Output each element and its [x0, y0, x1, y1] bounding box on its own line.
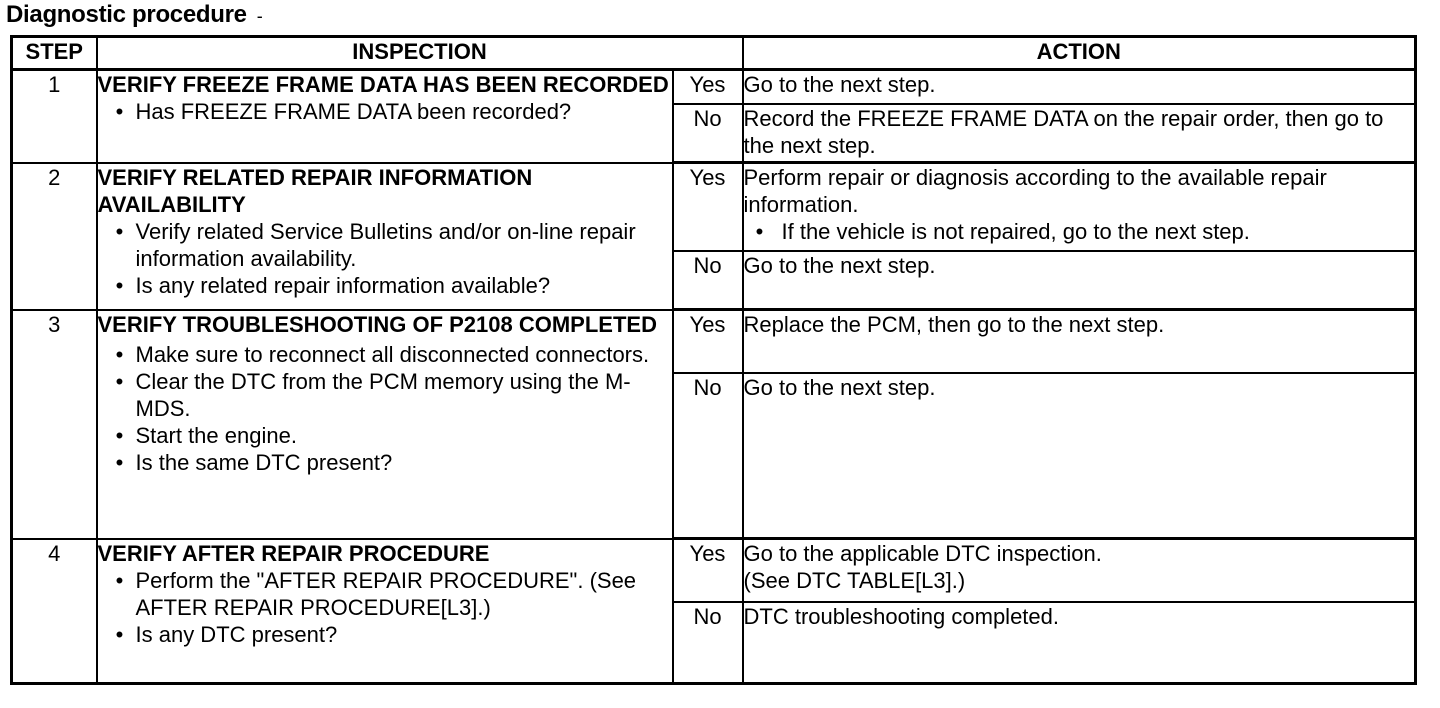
- bullet-icon: •: [115, 368, 124, 394]
- step-number: 1: [12, 70, 97, 163]
- bullet-icon: •: [115, 449, 124, 475]
- header-step: STEP: [12, 37, 97, 70]
- page-title-text: Diagnostic procedure: [6, 1, 247, 28]
- header-action: ACTION: [743, 37, 1416, 70]
- step-number: 3: [12, 310, 97, 539]
- diagnostic-table: [10, 35, 1417, 685]
- yes-action-line-2: (See DTC TABLE[L3].): [743, 568, 966, 593]
- yes-action: Go to the next step.: [743, 70, 1416, 104]
- bullet-item: [98, 368, 672, 422]
- bullet-text: Clear the DTC from the PCM memory using the M-MDS.: [135, 368, 631, 421]
- inspection-bullets: [98, 218, 672, 299]
- bullet-text: Make sure to reconnect all disconnected connectors.: [135, 341, 650, 367]
- bullet-icon: •: [115, 567, 124, 593]
- bullet-item: [98, 449, 672, 476]
- no-action: Go to the next step.: [743, 373, 1416, 539]
- header-inspection: INSPECTION: [97, 37, 743, 70]
- inspection-cell-step-2: [97, 163, 673, 310]
- yes-label: Yes: [673, 539, 743, 602]
- yes-action-cell: [743, 163, 1416, 251]
- bullet-text: Start the engine.: [135, 422, 297, 448]
- yes-label: Yes: [673, 163, 743, 251]
- inspection-bullets: [98, 567, 672, 648]
- bullet-item: [98, 621, 672, 648]
- yes-action: Perform repair or diagnosis according to the available repair information.: [743, 165, 1327, 217]
- yes-action-cell: [743, 539, 1416, 602]
- no-action: Go to the next step.: [743, 251, 1416, 310]
- yes-action: Replace the PCM, then go to the next step.: [743, 310, 1416, 373]
- bullet-item: [98, 98, 672, 125]
- bullet-icon: •: [115, 621, 124, 647]
- yes-label: Yes: [673, 310, 743, 373]
- inspection-heading: VERIFY RELATED REPAIR INFORMATION AVAILABILITY: [97, 164, 533, 217]
- inspection-heading: VERIFY TROUBLESHOOTING OF P2108 COMPLETED: [97, 311, 657, 337]
- bullet-item: [98, 272, 672, 299]
- bullet-text: Perform the "AFTER REPAIR PROCEDURE". (See AFTER REPAIR PROCEDURE[L3].): [135, 567, 637, 620]
- title-mark: -: [256, 6, 263, 26]
- bullet-item: [744, 218, 1415, 245]
- no-label: No: [673, 373, 743, 539]
- inspection-heading: VERIFY AFTER REPAIR PROCEDURE: [97, 540, 490, 566]
- inspection-cell-step-1: [97, 70, 673, 163]
- no-action: Record the FREEZE FRAME DATA on the repair order, then go to the next step.: [743, 104, 1416, 163]
- no-label: No: [673, 251, 743, 310]
- bullet-icon: •: [115, 422, 124, 448]
- bullet-item: [98, 422, 672, 449]
- inspection-cell-step-3: [97, 310, 673, 539]
- no-label: No: [673, 104, 743, 163]
- page-title: [6, 0, 262, 30]
- bullet-icon: •: [755, 219, 764, 244]
- step-number: 4: [12, 539, 97, 684]
- bullet-text: Has FREEZE FRAME DATA been recorded?: [135, 99, 572, 124]
- bullet-icon: •: [115, 341, 124, 367]
- bullet-icon: •: [115, 272, 124, 298]
- table-row-step-3-yes: [12, 310, 1416, 373]
- bullet-icon: •: [115, 99, 124, 124]
- inspection-bullets: [98, 341, 672, 476]
- bullet-icon: •: [115, 218, 124, 244]
- bullet-item: [98, 567, 672, 621]
- bullet-text: Is any related repair information available?: [135, 272, 551, 298]
- bullet-text: If the vehicle is not repaired, go to the next step.: [781, 219, 1250, 244]
- step-number: 2: [12, 163, 97, 310]
- bullet-text: Is any DTC present?: [135, 621, 338, 647]
- yes-action-line-1: Go to the applicable DTC inspection.: [743, 541, 1102, 566]
- bullet-item: [98, 218, 672, 272]
- inspection-cell-step-4: [97, 539, 673, 684]
- no-action: DTC troubleshooting completed.: [743, 602, 1416, 684]
- bullet-text: Is the same DTC present?: [135, 449, 393, 475]
- bullet-text: Verify related Service Bulletins and/or on-line repair information availability.: [135, 218, 636, 271]
- inspection-heading: VERIFY FREEZE FRAME DATA HAS BEEN RECORDED: [97, 72, 669, 97]
- inspection-bullets: [98, 98, 672, 125]
- yes-label: Yes: [673, 70, 743, 104]
- table-row-step-4-yes: [12, 539, 1416, 602]
- table-row-step-2-yes: [12, 163, 1416, 251]
- table-header-row: [12, 37, 1416, 70]
- table-row-step-1-yes: [12, 70, 1416, 104]
- no-label: No: [673, 602, 743, 684]
- bullet-item: [98, 341, 672, 368]
- action-bullets: [744, 218, 1415, 245]
